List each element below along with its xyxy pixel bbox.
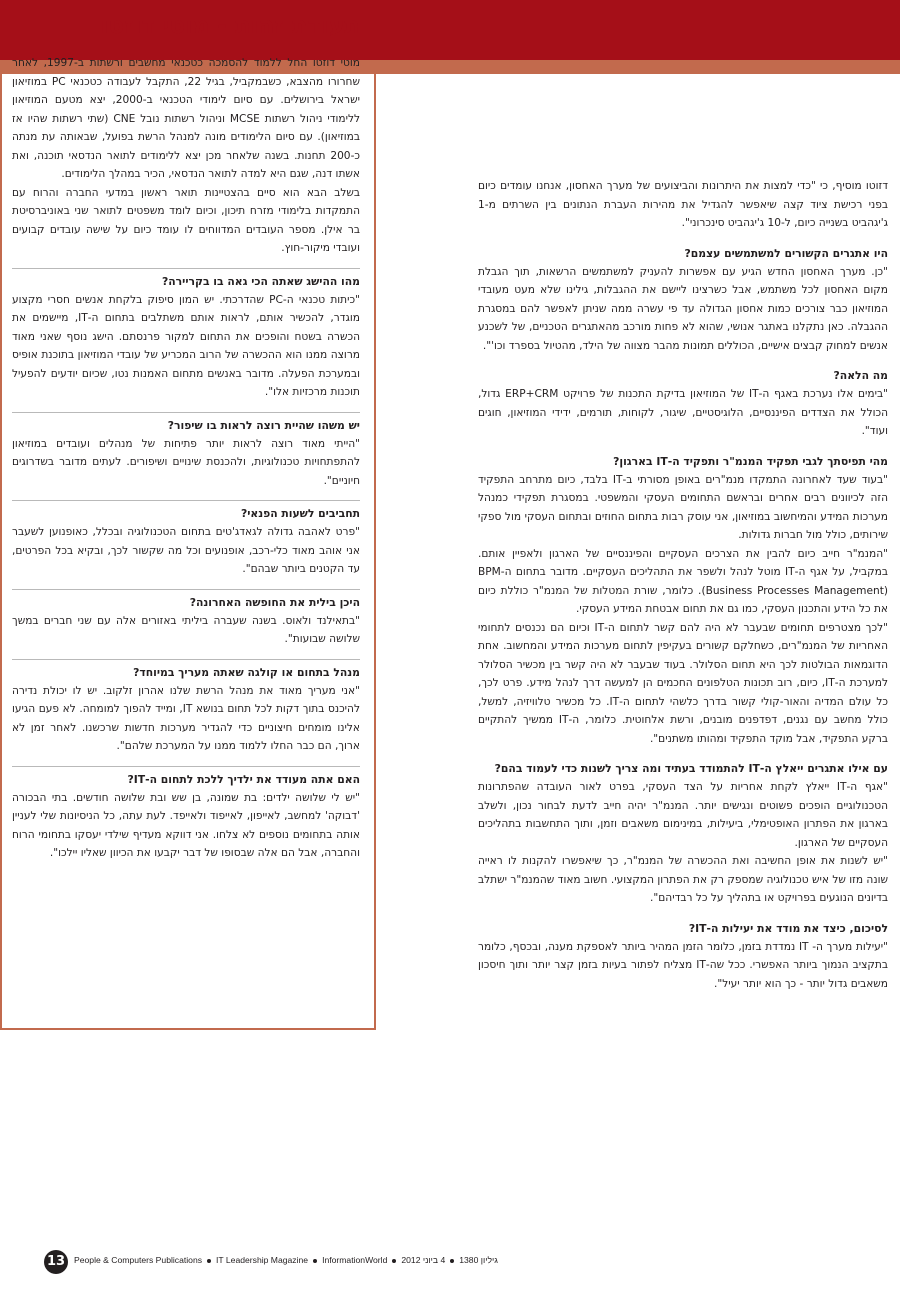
footer-publication-line (74, 1255, 498, 1265)
qa-answer: "אני מעריך מאוד את מנהל הרשת שלנו אהרון זלקוב. יש לו יכולת נדירה להיכנס בתוך דקות לכל תחום בנושא IT, ומייד להפוך למומחה. לא פעם הגיעו אלינו מומחים חיצוניים כדי להגדיר מערכות חדשות שרכשנו. לאחר זמן לא ארוך, הם כבר החלו ללמוד ממנו על המערכת שלהם". (12, 684, 360, 752)
bullet-icon (313, 1259, 317, 1263)
section-heading: מהי תפיסתך לגבי תפקיד המנמ"ר ותפקיד ה-IT בארגון? (613, 454, 888, 468)
article-section (478, 453, 888, 749)
section-paragraph: "לכך מצטרפים תחומים שבעבר לא היה להם קשר לתחום ה-IT וכיום הם נכנסים לתחומי האחריות של המנמ"רים, כשחלקם קשורים בעקיפין לתחום מערכות המידע והמחשוב. אחת הדוגמאות הבולטות לכך היא תחום הסלולר. בעוד שבעבר לא היה קשר בין מכשיר הסלולר למערכת ה-IT, כיום, רוב תכונות הטלפונים החכמים הן למעשה דרך לנהל מידע. פרט לכך, כל עולם המדיה והאור-קולי קשור בדרך כלשהי לתחום ה-IT. כל מכשיר טלוויזיה, למשל, כולל מחשב עם נגנים, דפדפנים מובנים, ורשת אלחוטית. כלומר, ה-IT ממשיך להתקיים ברקע התפקיד, אבל מוקד התפקיד ומהותו משתנים". (478, 621, 888, 745)
section-paragraph: "יש לשנות את אופן החשיבה ואת ההכשרה של המנמ"ר, כך שיאפשרו להקנות לו ראייה שונה מזו של איש טכנולוגיה שמספק רק את הפתרון המקצועי. חשוב מאוד שהמנמ"ר ישתלב בדיונים הנוגעים בפרויקט או בתהליך על כל רבדיהם". (478, 855, 888, 904)
article-section (478, 367, 888, 441)
qa-question: יש משהו שהיית רוצה לראות בו שיפור? (167, 418, 360, 432)
qa-question: מנהל בתחום או קולגה שאתה מעריך במיוחד? (133, 665, 360, 679)
profile-sidebar-box (0, 0, 376, 1030)
article-section (478, 920, 888, 994)
section-divider (12, 589, 360, 590)
bio-paragraph: מוטי דוזטו החל ללמוד להסמכה כטכנאי מחשבים ורשתות ב-1997, לאחר שחרורו מהצבא, כשבמקביל, בגיל 22, התקבל לעבודה כטכנאי PC במוזיאון ישראל בירושלים. עם סיום לימודי הטכנאי ב-2000, יצא מטעם המוזיאון ללימודי ניהול רשתות MCSE וניהול רשתות נובל CNE (שתי רשתות שהיו אז במוזיאון). עם סיום הלימודים מונה למנהל הרשת בפועל, שבאותה עת מנתה כ-200 תחנות. בשנה שלאחר מכן יצא ללימודים לתואר הנדסאי תוכנה, ואת אשתו דנה, שגם היא למדה לתואר הנדסאי, הכיר במהלך הלימודים. (12, 57, 361, 180)
qa-answer: "פרט לאהבה גדולה לגאדג'טים בתחום הטכנולוגיה ובכלל, כאופנוען לשעבר אני אוהב מאוד כלי-רכב, אופנועים וכל מה שקשור לכך, ובקיא בכל הפרטים, עד הקטנים ביותר שבהם". (12, 526, 360, 575)
footer-publisher: People & Computers Publications (74, 1255, 203, 1265)
section-heading: היו אתגרים הקשורים למשתמשים עצמם? (684, 246, 888, 260)
bio-paragraph: בשלב הבא הוא סיים בהצטיינות תואר ראשון במדעי החברה והרוח עם התמקדות בלימודי מזרח תיכון, וכיום לומד משפטים לתואר שני באוניברסיטת בר אילן. מספר העובדים המדווחים לו עומד כיום על שישה עובדים קבועים ועובדי מיקור-חוץ. (12, 186, 360, 254)
section-heading: מה הלאה? (833, 369, 888, 382)
bullet-icon (207, 1259, 211, 1263)
section-divider (12, 268, 360, 269)
section-divider (12, 500, 360, 501)
footer-issue: גיליון 1380 (459, 1255, 498, 1265)
page-footer (36, 1250, 896, 1278)
main-article-column (478, 177, 888, 993)
qa-answer: "בתאילנד ולאוס. בשנה שעברה ביליתי באזורים אלה עם שני חברים במשך שלושה שבועות". (12, 614, 360, 645)
section-paragraph: "בעוד שעד לאחרונה התמקדו מנמ"רים באופן מסורתי ב-IT בלבד, כיום מתרחב התפקיד הזה לכיוונים רבים אחרים ובראשם התחומים העסקי והמשפטי. במסגרת תפקידי כמנהל מערכות המידע והמיחשוב במוזיאון, אני עוסק רבות בתחום החוזים ובתחום העסקי מול ספקי שירותים, כולל מול חברות גדולות. (478, 473, 888, 541)
sidebar-title: תעודת זהות - מוטי דוזטו (100, 13, 360, 39)
qa-answer: "כיתות טכנאי ה-PC שהדרכתי. יש המון סיפוק בלקחת אנשים חסרי מקצוע מוגדר, להכשיר אותם, לראות אותם משתלבים בתחום ה-IT, מיישמים את הכשרה בשטח והופכים את התחום למקור פרנסתם. הישג נוסף שאני מאוד מרוצה ממנו הוא ההכשרה של הרוב המכריע של עובדי המוזיאון בתוכנת אופיס ובמערכת הפעלה. מדובר באנשים מתחום האמנות נטו, שכיום יודעים להפעיל תוכנות מרכזיות אלו". (12, 293, 360, 398)
footer-magazine: IT Leadership Magazine (216, 1255, 309, 1265)
qa-question: האם אתה מעודד את ילדיך ללכת לתחום ה-IT? (127, 772, 360, 786)
section-divider (12, 659, 360, 660)
profile-sidebar-content (12, 10, 360, 863)
section-paragraph: "יעילות מערך ה- IT נמדדת בזמן, כלומר הזמן המהיר ביותר לאספקת מענה, ובכסף, כלומר בתקציב הנמוך ביותר האפשרי. ככל שה-IT מצליח לפתור בעיות בזמן קצר יותר ותוך חיסכון משאבים גדול יותר - כך הוא יותר יעיל". (478, 940, 888, 990)
footer-site: InformationWorld (322, 1255, 388, 1265)
footer-date: 4 ביוני 2012 (401, 1255, 446, 1265)
section-paragraph: "כן. מערך האחסון החדש הגיע עם אפשרות להעניק למשתמשים הרשאות, תוך הגבלת מקום האחסון לכל משתמש, אבל כשרצינו ליישם את ההגבלות, גילינו שלא מעט מעובדי המוזיאון כבר צורכים כמות אחסון הגדולה עד פי עשרה ממה שניתן לאפשר להם במסגרת ההגבלה. כאן נתקלנו באתגר אנושי, שהוא לא פחות מורכב מהאתגרים הטכניים, של לשכנע אנשים למחוק קבצים אישיים, הכוללים תמונות מהבר מצווה של הילד, מהטיול בספרד וכו'". (478, 265, 888, 352)
qa-question: תחביבים לשעות הפנאי? (240, 507, 360, 520)
section-heading: לסיכום, כיצד את מודד את יעילות ה-IT? (688, 921, 888, 935)
section-divider (12, 412, 360, 413)
qa-answer: "יש לי שלושה ילדים: בת שמונה, בן שש ובת שלושה חודשים. בתי הבכורה 'דבוקה' למחשב, לאייפון, לאייפוד ולאייפד. לעת עתה, כל הניסיונות שלי לעניין אותה בתחומים נוספים לא צלחו. אני דווקא מעדיף שילדי יעסקו בתחומי הרוח והחברה, אבל הם אלה שבסופו של דבר יקבעו את הכיוון שאליו יילכו". (12, 791, 360, 859)
article-section (478, 245, 888, 356)
qa-question: מהו ההישג שאתה הכי גאה בו בקריירה? (161, 274, 360, 288)
section-heading: עם אילו אתגרים ייאלץ ה-IT להתמודד בעתיד ומה צריך לשנות כדי לעמוד בהם? (494, 762, 888, 775)
section-paragraph: "בימים אלו נערכת באגף ה-IT של המוזיאון בדיקת התכנות של פרויקט ERP+CRM גדול, הכולל את הצדדים הפיננסיים, הלוגיסטיים, שיגור, לקוחות, תורמים, ידידי המוזיאון, חוגים ועוד". (478, 388, 888, 437)
bullet-icon (392, 1259, 396, 1263)
article-intro: דזוטו מוסיף, כי "כדי למצות את היתרונות והביצועים של מערך האחסון, אנחנו עומדים כיום בפני רכישת ציוד קצה שיאפשר להגדיל את מהירות העברת הנתונים בין השרתים מ-1 ג'יגהביט בשנייה כיום, ל-10 ג'יגהביט סינכרוני". (478, 180, 888, 229)
section-paragraph: "אגף ה-IT ייאלץ לקחת אחריות על הצד העסקי, בפרט לאור העובדה שהפתרונות הטכנולוגיים הופכים פשוטים ונגישים יותר. המנמ"ר יהיה חייב לדעת לבחור נכון, ולשלב בארגון את הפתרון האופטימלי, ביעילות, במינימום משאבים וזמן, ותוך התחשבות בתהליכים העסקיים של הארגון. (478, 781, 888, 849)
qa-question: היכן בילית את החופשה האחרונה? (189, 595, 360, 609)
qa-answer: "הייתי מאוד רוצה לראות יותר פתיחות של מנהלים ועובדים במוזיאון להתפתחויות טכנולוגיות, ולהכנסת שינויים ושיפורים. לעתים מדובר בשדרוגים חיוניים". (12, 437, 360, 487)
article-section (478, 760, 888, 908)
section-divider (12, 766, 360, 767)
bullet-icon (450, 1259, 454, 1263)
section-paragraph: "המנמ"ר חייב כיום להבין את הצרכים העסקיים והפיננסיים של הארגון ולאפיין אותם. במקביל, על אגף ה-IT מוטל לנהל ולשפר את התהליכים העסקיים. מדובר בתחום ה-BPM (Business Processes Management). כלומר, שורת המטלות של המנמ"ר כוללת כיום את כל הידע והתכנון העסקי, כמו גם את תחום אבטחת המידע העסקי. (478, 547, 888, 615)
page-number: 13 (44, 1250, 68, 1274)
